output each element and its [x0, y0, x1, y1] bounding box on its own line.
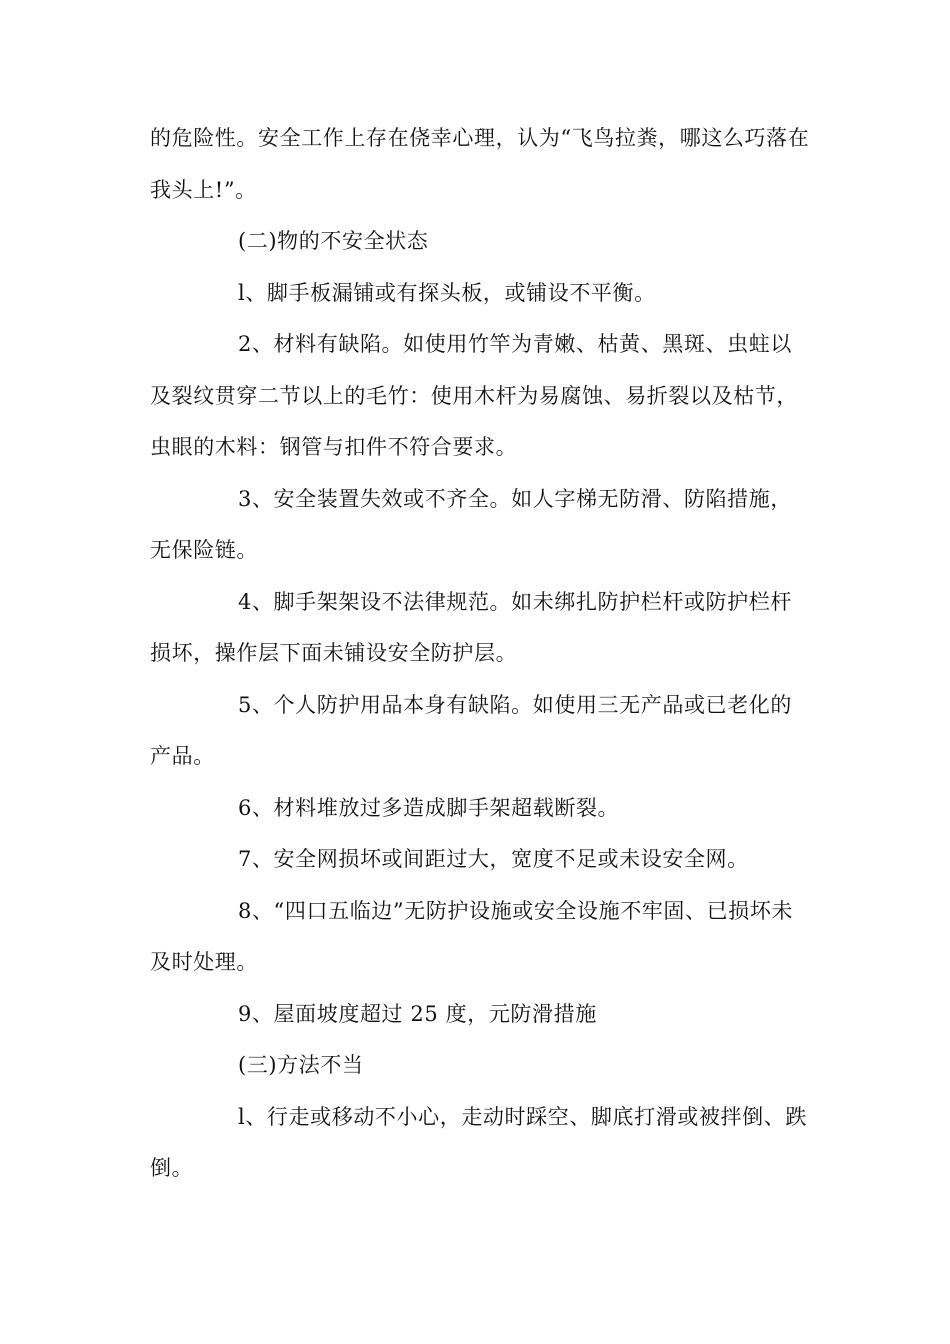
- paragraph-1: 的危险性。安全工作上存在侥幸心理，认为“飞鸟拉粪，哪这么巧落在我头上!”。: [150, 126, 810, 202]
- list-item-8: 8、“四口五临边”无防护设施或安全设施不牢固、已损坏未及时处理。: [150, 898, 794, 974]
- list-item-7: 7、安全网损坏或间距过大，宽度不足或未设安全网。: [238, 847, 749, 871]
- document-body: [150, 113, 810, 1195]
- list-item-4: 4、脚手架架设不法律规范。如未绑扎防护栏杆或防护栏杆损坏，操作层下面未铺设安全防护层。: [150, 589, 792, 665]
- section-heading-3: (三)方法不当: [238, 1053, 364, 1077]
- section-heading-2: (二)物的不安全状态: [238, 229, 429, 253]
- list-item-10: l、行走或移动不小心，走动时踩空、脚底打滑或被拌倒、跌倒。: [150, 1104, 807, 1180]
- list-item-2: 2、材料有缺陷。如使用竹竿为青嫩、枯黄、黑斑、虫蛀以及裂纹贯穿二节以上的毛竹：使用木杆为易腐蚀、易折裂以及枯节，虫眼的木料：钢管与扣件不符合要求。: [150, 332, 798, 459]
- list-item-1: l、脚手板漏铺或有探头板，或铺设不平衡。: [238, 280, 656, 305]
- list-item-3: 3、安全装置失效或不齐全。如人字梯无防滑、防陷措施，无保险链。: [150, 486, 792, 562]
- list-item-6: 6、材料堆放过多造成脚手架超载断裂。: [238, 795, 620, 820]
- list-item-5: 5、个人防护用品本身有缺陷。如使用三无产品或已老化的产品。: [150, 692, 792, 768]
- list-item-9: 9、屋面坡度超过 25 度，元防滑措施: [238, 1001, 597, 1026]
